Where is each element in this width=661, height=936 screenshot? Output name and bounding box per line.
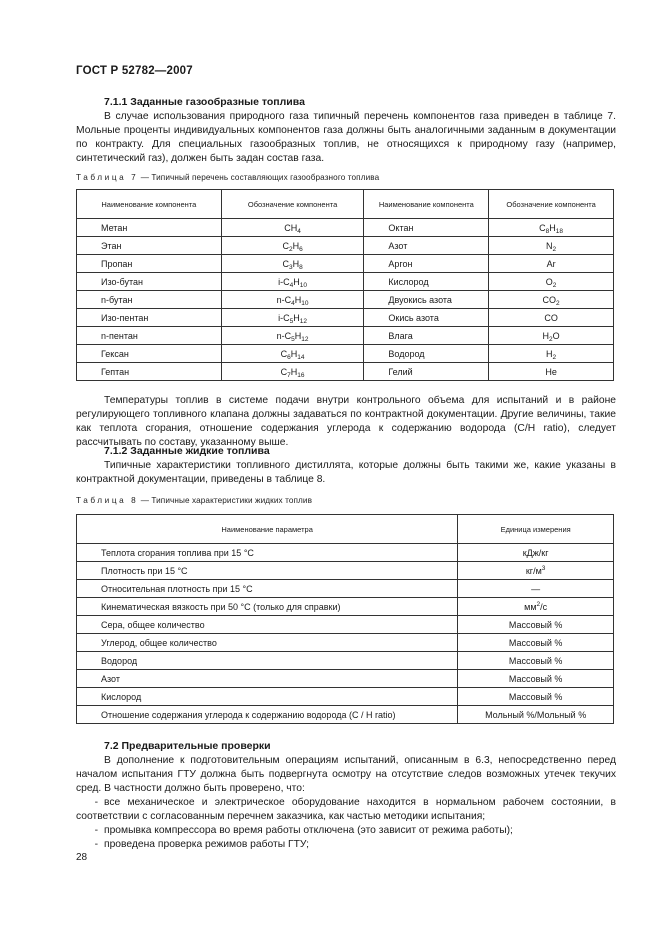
component-formula: $C_6H_{14}$	[221, 345, 364, 363]
component-name: Водород	[364, 345, 489, 363]
table7-caption: Таблица 7 — Типичный перечень составляющих газообразного топлива	[76, 173, 380, 182]
table7-row	[77, 291, 614, 309]
table7-header-row	[77, 190, 614, 219]
table8-header-row	[77, 515, 614, 544]
parameter-unit: Мольный %/Мольный %	[458, 706, 614, 724]
component-name: Изо-бутан	[77, 273, 222, 291]
parameter-unit: кДж/кг	[458, 544, 614, 562]
parameter-unit: Массовый %	[458, 634, 614, 652]
table8-row	[77, 706, 614, 724]
component-name: Этан	[77, 237, 222, 255]
parameter-name: Водород	[77, 652, 458, 670]
parameter-name: Отношение содержания углерода к содержанию водорода (C / H ratio)	[77, 706, 458, 724]
parameter-unit: Массовый %	[458, 670, 614, 688]
table-7	[76, 189, 614, 381]
component-name: n-пентан	[77, 327, 222, 345]
parameter-name: Сера, общее количество	[77, 616, 458, 634]
component-formula: $C_3H_8$	[221, 255, 364, 273]
component-formula: $i-C_5H_{12}$	[221, 309, 364, 327]
section-7-2-text: В дополнение к подготовительным операциям испытаний, описанным в 6.3, непосредственно перед началом испытания ГТУ должна быть подвергнута осмотру на отсутствие следов возможных утечек текучих сред. В частности должно быть проверено, что:	[76, 755, 616, 794]
component-name: Пропан	[77, 255, 222, 273]
table8-caption: Таблица 8 — Типичные характеристики жидких топлив	[76, 496, 313, 505]
table7-row	[77, 327, 614, 345]
table8-row	[77, 616, 614, 634]
component-name: Окись азота	[364, 309, 489, 327]
component-formula: He	[489, 363, 614, 381]
component-formula: $H_2$	[489, 345, 614, 363]
table8-row	[77, 598, 614, 616]
parameter-name: Плотность при 15 °С	[77, 562, 458, 580]
component-name: Гексан	[77, 345, 222, 363]
table8-row	[77, 670, 614, 688]
component-formula: $CH_4$	[221, 219, 364, 237]
component-name: Изо-пентан	[77, 309, 222, 327]
component-name: Двуокись азота	[364, 291, 489, 309]
temperature-paragraph: Температуры топлив в системе подачи внутри контрольного объема для испытаний и в районе регулирующего топливного клапана должны задаваться по контрактной документации. Другие величины, такие как теплота сгорания, отношение содержания углерода к содержанию водорода (C/H ratio), следует рассчитывать по составу, указанному выше.	[76, 395, 616, 448]
parameter-unit: —	[458, 580, 614, 598]
section-7-2-heading: 7.2 Предварительные проверки	[104, 740, 271, 752]
section-7-1-1-heading: 7.1.1 Заданные газообразные топлива	[104, 96, 305, 108]
table7-header: Наименование компонента	[77, 190, 222, 219]
check-list-item: - проведена проверка режимов работы ГТУ;	[94, 839, 310, 850]
component-formula: $CO_2$	[489, 291, 614, 309]
component-name: Метан	[77, 219, 222, 237]
component-formula: $C_2H_6$	[221, 237, 364, 255]
table8-row	[77, 634, 614, 652]
component-name: Гептан	[77, 363, 222, 381]
parameter-unit: Массовый %	[458, 688, 614, 706]
table-8	[76, 514, 614, 724]
check-list-item: - промывка компрессора во время работы отключена (это зависит от режима работы);	[94, 825, 513, 836]
component-formula: $i-C_4H_{10}$	[221, 273, 364, 291]
parameter-unit: Массовый %	[458, 616, 614, 634]
component-name: n-бутан	[77, 291, 222, 309]
table7-header: Наименование компонента	[364, 190, 489, 219]
component-formula: $O_2$	[489, 273, 614, 291]
parameter-name: Кислород	[77, 688, 458, 706]
table8-row	[77, 652, 614, 670]
table7-row	[77, 237, 614, 255]
table7-row	[77, 345, 614, 363]
table8-row	[77, 544, 614, 562]
table7-row	[77, 255, 614, 273]
component-name: Гелий	[364, 363, 489, 381]
component-formula: $n-C_5H_{12}$	[221, 327, 364, 345]
component-formula: CO	[489, 309, 614, 327]
component-name: Влага	[364, 327, 489, 345]
parameter-unit: Массовый %	[458, 652, 614, 670]
table7-row	[77, 219, 614, 237]
section-7-1-2-heading: 7.1.2 Заданные жидкие топлива	[104, 445, 270, 457]
component-name: Аргон	[364, 255, 489, 273]
parameter-unit: $кг/м^3$	[458, 562, 614, 580]
parameter-unit: $мм^2/с$	[458, 598, 614, 616]
component-formula: $N_2$	[489, 237, 614, 255]
table8-header: Наименование параметра	[77, 515, 458, 544]
table7-row	[77, 363, 614, 381]
component-formula: $H_2O$	[489, 327, 614, 345]
document-header: ГОСТ Р 52782—2007	[76, 65, 193, 77]
component-formula: $C_7H_{16}$	[221, 363, 364, 381]
component-name: Азот	[364, 237, 489, 255]
parameter-name: Углерод, общее количество	[77, 634, 458, 652]
table8-header: Единица измерения	[458, 515, 614, 544]
parameter-name: Азот	[77, 670, 458, 688]
table7-row	[77, 309, 614, 327]
parameter-name: Кинематическая вязкость при 50 °С (только для справки)	[77, 598, 458, 616]
table7-header: Обозначение компонента	[221, 190, 364, 219]
component-formula: $C_8H_{18}$	[489, 219, 614, 237]
page-number: 28	[76, 852, 88, 863]
table7-header: Обозначение компонента	[489, 190, 614, 219]
component-name: Кислород	[364, 273, 489, 291]
table7-row	[77, 273, 614, 291]
parameter-name: Теплота сгорания топлива при 15 °С	[77, 544, 458, 562]
parameter-name: Относительная плотность при 15 °С	[77, 580, 458, 598]
table8-row	[77, 688, 614, 706]
component-formula: $n-C_4H_{10}$	[221, 291, 364, 309]
component-formula: Ar	[489, 255, 614, 273]
component-name: Октан	[364, 219, 489, 237]
section-7-1-1-text: В случае использования природного газа типичный перечень компонентов газа приведен в таблице 7. Мольные проценты индивидуальных компонентов газа должны быть аналогичными заданным в документации по контракту. Для специальных газообразных топлив, не относящихся к природному газу (например, синтетический газ), должен быть задан состав газа.	[76, 111, 616, 164]
section-7-1-2-text: Типичные характеристики топливного дистиллята, которые должны быть такими же, какие указаны в контрактной документации, приведены в таблице 8.	[76, 460, 616, 485]
table8-row	[77, 580, 614, 598]
table8-row	[77, 562, 614, 580]
check-list-item: - все механическое и электрическое оборудование находится в нормальном рабочем состоянии, в соответствии с согласованным перечнем заказчика, как частью методики испытания;	[76, 797, 616, 822]
